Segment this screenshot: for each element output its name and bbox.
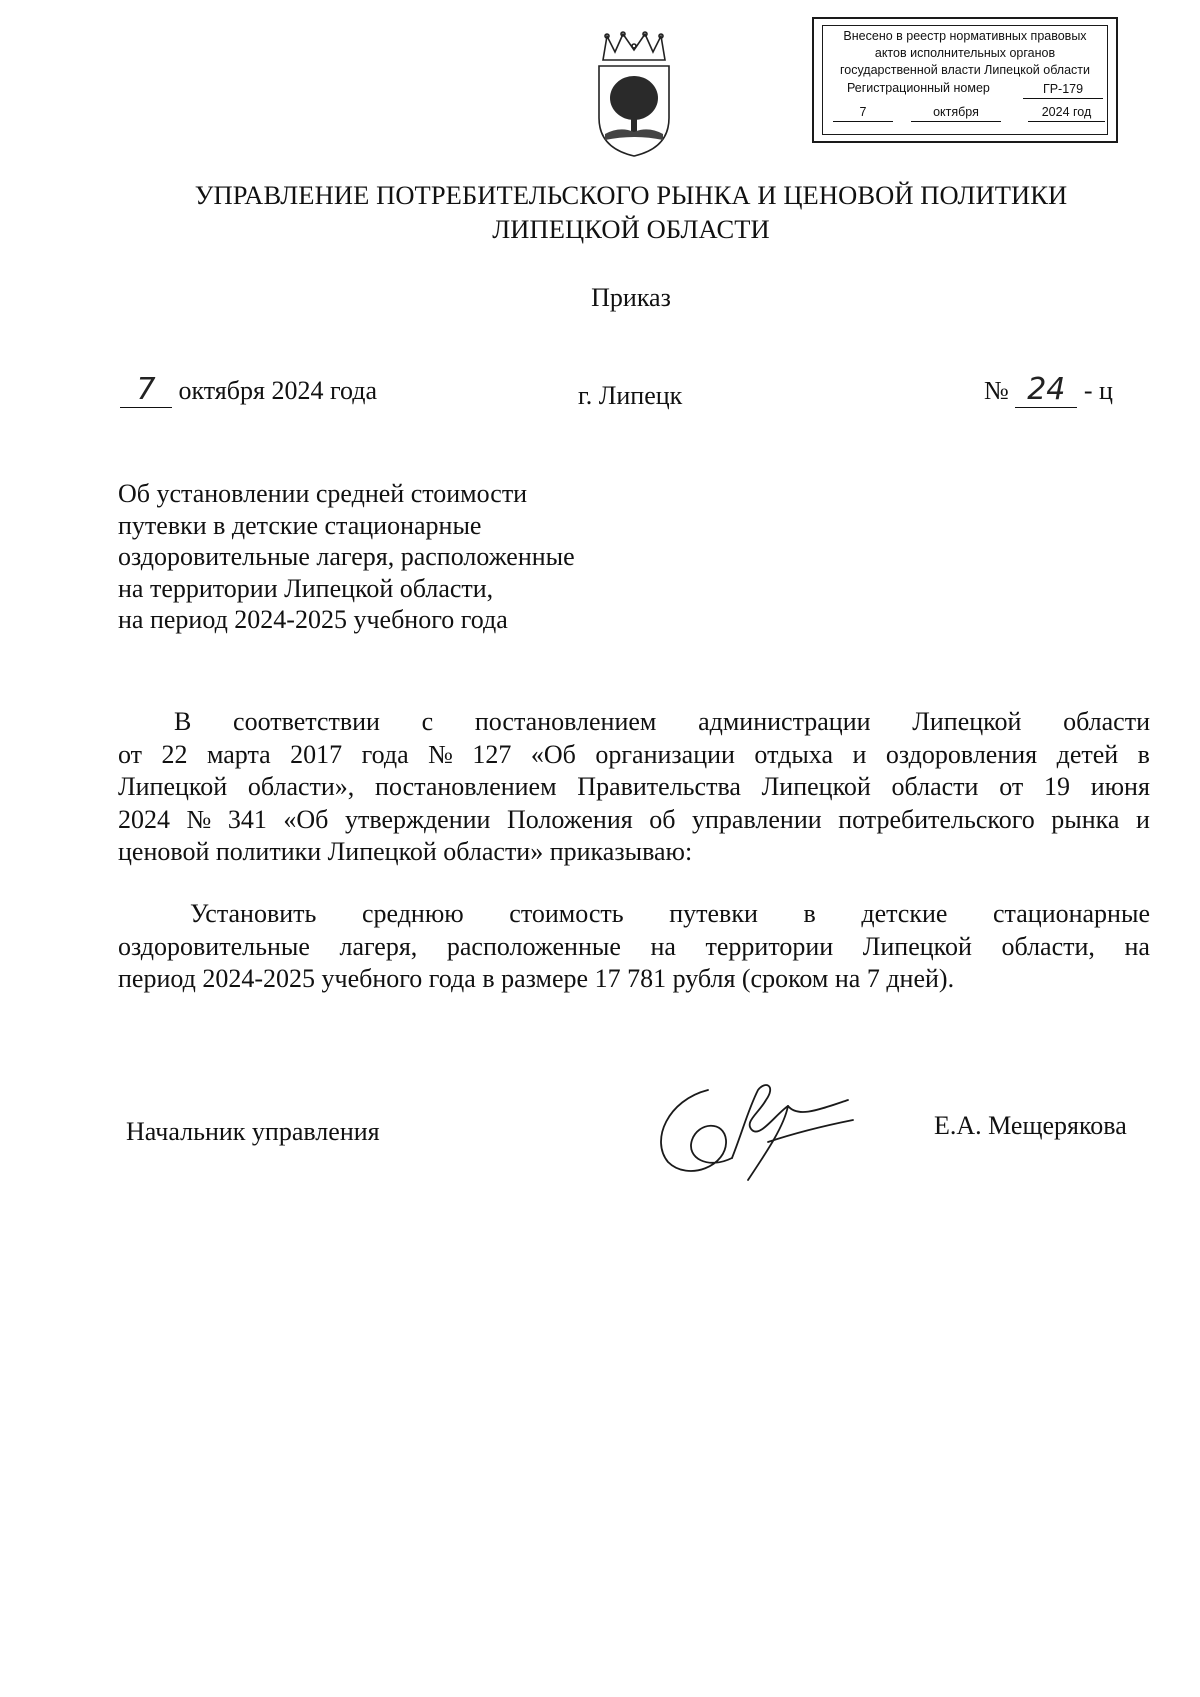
subject-line: оздоровительные лагеря, расположенные xyxy=(118,542,575,571)
stamp-line-1: Внесено в реестр нормативных правовых xyxy=(843,29,1087,43)
stamp-month: октября xyxy=(911,104,1001,122)
handwritten-day: 7 xyxy=(136,372,156,407)
paragraph-line: Установить среднюю стоимость путевки в детские стационарные xyxy=(190,899,1150,928)
paragraph-line: от 22 марта 2017 года № 127 «Об организации отдыха и оздоровления детей в xyxy=(118,739,1150,769)
subject-line: на период 2024-2025 учебного года xyxy=(118,605,508,634)
paragraph-line: Липецкой области», постановлением Правительства Липецкой области от 19 июня xyxy=(118,772,1150,801)
handwritten-signature xyxy=(648,1070,868,1190)
stamp-day: 7 xyxy=(833,104,893,122)
date-text: октября 2024 года xyxy=(178,376,377,405)
document-type: Приказ xyxy=(591,283,671,312)
authority-title-line-2: ЛИПЕЦКОЙ ОБЛАСТИ xyxy=(492,214,770,244)
signatory-name: Е.А. Мещерякова xyxy=(934,1111,1127,1140)
coat-of-arms-emblem xyxy=(585,30,683,158)
order-number xyxy=(984,372,1113,408)
stamp-year: 2024 год xyxy=(1028,104,1105,122)
paragraph-line: ценовой политики Липецкой области» приказываю: xyxy=(118,837,693,866)
paragraph-line: период 2024-2025 учебного года в размере 17 781 рубля (сроком на 7 дней). xyxy=(118,964,955,993)
subject-line: на территории Липецкой области, xyxy=(118,573,494,603)
order-subject xyxy=(118,478,575,636)
handwritten-number: 24 xyxy=(1027,372,1066,407)
number-sign: № xyxy=(984,376,1009,405)
stamp-frame xyxy=(822,25,1108,135)
stamp-reg-label: Регистрационный номер xyxy=(847,81,990,95)
subject-line: путевки в детские стационарные xyxy=(118,510,482,540)
authority-title-line-1: УПРАВЛЕНИЕ ПОТРЕБИТЕЛЬСКОГО РЫНКА И ЦЕНОВОЙ ПОЛИТИКИ xyxy=(194,180,1068,210)
registry-stamp xyxy=(812,17,1118,143)
stamp-line-3: государственной власти Липецкой области xyxy=(839,63,1091,77)
number-suffix: - ц xyxy=(1083,376,1113,405)
order-paragraph xyxy=(118,898,1150,996)
stamp-line-2: актов исполнительных органов xyxy=(874,46,1056,60)
order-date xyxy=(120,372,377,408)
signatory-position: Начальник управления xyxy=(126,1117,380,1146)
city: г. Липецк xyxy=(578,381,683,410)
stamp-reg-number: ГР-179 xyxy=(1023,81,1103,99)
paragraph-line: В соответствии с постановлением администрации Липецкой области xyxy=(174,707,1150,736)
paragraph-line: оздоровительные лагеря, расположенные на территории Липецкой области, на xyxy=(118,931,1150,961)
subject-line: Об установлении средней стоимости xyxy=(118,479,528,508)
paragraph-line: 2024 № 341 «Об утверждении Положения об управлении потребительского рынка и xyxy=(118,804,1150,834)
preamble-paragraph xyxy=(118,706,1150,869)
